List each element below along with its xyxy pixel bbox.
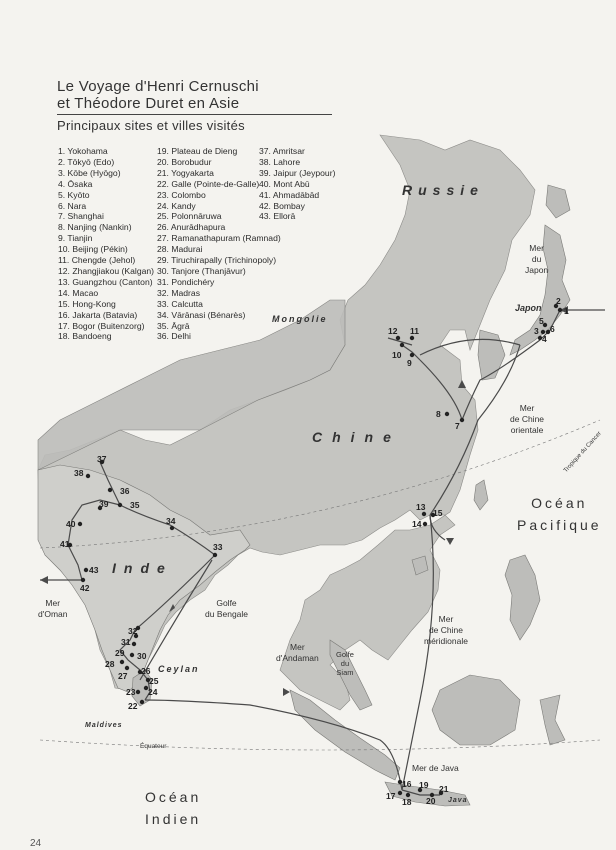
- label-equateur: Équateur: [140, 743, 167, 750]
- legend-item: 42. Bombay: [259, 200, 305, 211]
- label-mer-d-andaman: Mer d'Andaman: [276, 642, 319, 663]
- site-number: 32: [128, 626, 138, 636]
- legend-item: 6. Nara: [58, 200, 87, 211]
- site-number: 38: [74, 468, 84, 478]
- site-number: 21: [439, 784, 449, 794]
- page-number: 24: [30, 838, 42, 849]
- land-taiwan: [474, 480, 488, 510]
- map-title-line2: et Théodore Duret en Asie: [57, 95, 240, 112]
- map-title-line1: Le Voyage d'Henri Cernuschi: [57, 78, 259, 95]
- site-number: 1: [564, 306, 569, 316]
- arrow-south: [446, 538, 454, 545]
- site-number: 7: [455, 421, 460, 431]
- legend-item: 23. Colombo: [157, 189, 206, 200]
- arrow-andaman: [283, 688, 290, 696]
- label-russie: Russie: [402, 182, 484, 198]
- site-number: 42: [80, 583, 90, 593]
- legend-item: 13. Guangzhou (Canton): [58, 276, 153, 287]
- site-number: 15: [433, 508, 443, 518]
- legend-item: 12. Zhangjiakou (Kalgan): [58, 265, 155, 276]
- legend-item: 8. Nanjing (Nankin): [58, 222, 132, 233]
- label-mer-de-chine-orientale: Mer de Chine orientale: [510, 403, 545, 435]
- site-number: 43: [89, 565, 99, 575]
- site-number: 5: [539, 316, 544, 326]
- site-number: 3: [534, 326, 539, 336]
- site-number: 28: [105, 659, 115, 669]
- label-java: Java: [448, 797, 468, 804]
- label-tropique: Tropique du Cancer: [563, 430, 603, 475]
- site-number: 26: [141, 666, 151, 676]
- site-number: 25: [149, 676, 159, 686]
- label-mer-de-chine-meridionale: Mer de Chine méridionale: [424, 614, 468, 646]
- site-number: 2: [556, 296, 561, 306]
- site-number: 18: [402, 797, 412, 807]
- legend-item: 29. Tiruchirapally (Trichinopoly): [157, 255, 277, 266]
- legend-item: 10. Beijing (Pékin): [58, 244, 128, 255]
- label-ceylan: Ceylan: [158, 664, 200, 674]
- legend-item: 36. Delhi: [157, 331, 191, 342]
- legend-item: 22. Galle (Pointe-de-Galle): [157, 178, 260, 189]
- site-number: 22: [128, 701, 138, 711]
- legend-item: 21. Yogyakarta: [157, 167, 214, 178]
- site-number: 6: [550, 324, 555, 334]
- site-number: 17: [386, 791, 396, 801]
- legend-item: 41. Ahmadābād: [259, 189, 320, 200]
- site-number: 19: [419, 780, 429, 790]
- legend-item: 4. Ōsaka: [58, 178, 93, 189]
- legend-item: 17. Bogor (Buitenzorg): [58, 320, 145, 331]
- legend-item: 11. Chengde (Jehol): [58, 255, 136, 266]
- legend-item: 30. Tanjore (Thanjāvur): [157, 265, 246, 276]
- legend-item: 26. Anurādhapura: [157, 222, 226, 233]
- site-number: 27: [118, 671, 128, 681]
- legend-item: 38. Lahore: [259, 156, 301, 167]
- site-number: 34: [166, 516, 176, 526]
- site-number: 30: [137, 651, 147, 661]
- legend-item: 2. Tōkyō (Edo): [58, 156, 115, 167]
- legend-item: 24. Kandy: [157, 200, 196, 211]
- legend-item: 43. Ellorā: [259, 211, 296, 222]
- label-inde: Inde: [112, 560, 173, 576]
- legend-column-3: [259, 146, 335, 222]
- legend-column-1: [58, 146, 154, 342]
- legend-item: 35. Āgrā: [157, 320, 190, 331]
- site-number: 31: [121, 637, 131, 647]
- label-japon: Japon: [515, 303, 542, 313]
- site-number: 12: [388, 326, 398, 336]
- site-number: 24: [148, 687, 158, 697]
- site-number: 8: [436, 409, 441, 419]
- site-number: 23: [126, 687, 136, 697]
- site-number: 11: [410, 326, 419, 336]
- site-number: 41: [60, 539, 70, 549]
- legend-item: 37. Amritsar: [259, 146, 305, 156]
- site-number: 14: [412, 519, 422, 529]
- site-number: 20: [426, 796, 436, 806]
- land-korea: [478, 330, 505, 380]
- legend-item: 39. Jaipur (Jeypour): [259, 167, 336, 178]
- legend-item: 7. Shanghai: [58, 211, 104, 222]
- site-number: 9: [407, 358, 412, 368]
- legend-item: 1. Yokohama: [58, 146, 108, 156]
- legend-item: 14. Macao: [58, 287, 99, 298]
- site-number: 4: [542, 334, 547, 344]
- site-number: 37: [97, 454, 107, 464]
- site-number: 33: [213, 542, 223, 552]
- legend-item: 33. Calcutta: [157, 298, 203, 309]
- legend-item: 32. Madras: [157, 287, 200, 298]
- legend-item: 27. Ramanathapuram (Ramnad): [157, 233, 281, 244]
- legend-item: 20. Borobudur: [157, 156, 212, 167]
- site-number: 13: [416, 502, 426, 512]
- label-golfe-du-siam: Golfe du Siam: [336, 650, 354, 677]
- arrow-bombay: [40, 576, 48, 584]
- legend-item: 34. Vārānasi (Bénarès): [157, 309, 246, 320]
- title-rule: [57, 114, 332, 115]
- label-mer-de-java: Mer de Java: [412, 763, 459, 773]
- label-golfe-du-bengale: Golfe du Bengale: [205, 598, 249, 619]
- legend-item: 15. Hong-Kong: [58, 298, 116, 309]
- label-mer-d-oman: Mer d'Oman: [38, 598, 68, 619]
- land-hokkaido: [546, 185, 570, 218]
- site-number: 39: [99, 499, 109, 509]
- legend-item: 40. Mont Abū: [259, 178, 310, 189]
- site-number: 16: [402, 779, 412, 789]
- land-sulawesi: [540, 695, 565, 745]
- site-number: 35: [130, 500, 140, 510]
- label-ocean-pacifique: Océan Pacifique: [517, 495, 602, 533]
- equator-line: [40, 740, 600, 750]
- legend-item: 3. Kōbe (Hyōgo): [58, 167, 121, 178]
- land-borneo: [432, 675, 520, 745]
- site-number: 29: [115, 648, 125, 658]
- legend-item: 19. Plateau de Dieng: [157, 146, 238, 156]
- label-mongolie: Mongolie: [272, 314, 328, 324]
- legend-item: 25. Polonnāruwa: [157, 211, 222, 222]
- site-number: 36: [120, 486, 130, 496]
- legend-item: 31. Pondichéry: [157, 276, 215, 287]
- legend-item: 16. Jakarta (Batavia): [58, 309, 138, 320]
- label-maldives: Maldives: [85, 722, 123, 729]
- site-number: 40: [66, 519, 76, 529]
- land-philippines: [505, 555, 540, 640]
- label-chine: Chine: [312, 429, 401, 445]
- label-ocean-indien: Océan Indien: [145, 789, 202, 827]
- legend-item: 9. Tianjin: [58, 233, 93, 244]
- legend-item: 28. Madurai: [157, 244, 203, 255]
- legend-item: 5. Kyōto: [58, 189, 90, 200]
- legend-item: 18. Bandoeng: [58, 331, 112, 342]
- map-subtitle: Principaux sites et villes visités: [57, 118, 245, 133]
- site-number: 10: [392, 350, 402, 360]
- label-mer-du-japon: Mer du Japon: [525, 243, 549, 275]
